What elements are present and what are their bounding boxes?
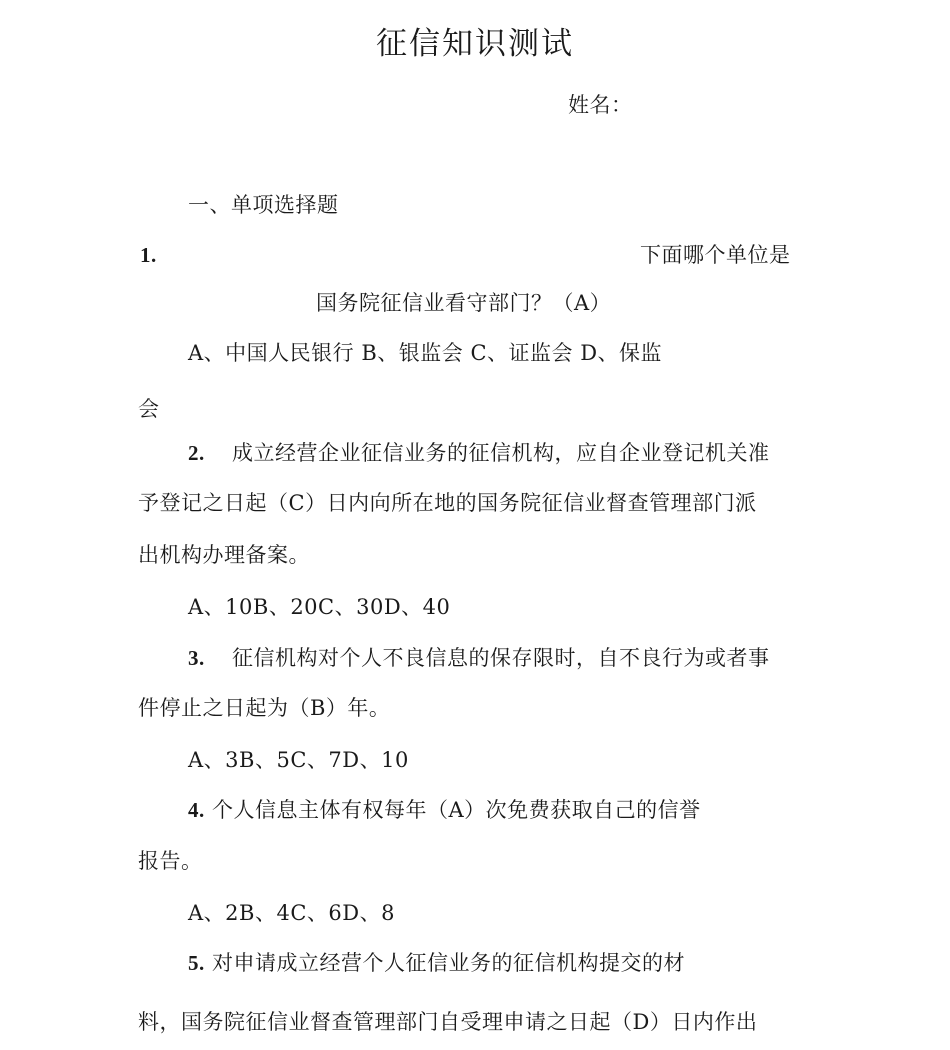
question-5-text-line-2: 料，国务院征信业督查管理部门自受理申请之日起（D）日内作出: [138, 1010, 758, 1034]
document-title: 征信知识测试: [376, 26, 574, 62]
name-label: 姓名：: [568, 93, 633, 117]
question-4-text-line-1: 个人信息主体有权每年（A）次免费获取自己的信誉: [212, 798, 701, 822]
question-1-options-line-1: A、中国人民银行 B、银监会 C、证监会 D、保监: [188, 341, 663, 365]
question-1-text-line-1: 下面哪个单位是: [640, 243, 791, 267]
question-2-number: 2.: [188, 441, 205, 465]
question-1-options-line-2: 会: [138, 397, 160, 421]
question-2-text-line-3: 出机构办理备案。: [138, 543, 310, 567]
question-1-text-line-2: 国务院征信业看守部门？（A）: [316, 291, 612, 315]
question-2-text-line-2: 予登记之日起（C）日内向所在地的国务院征信业督查管理部门派: [138, 491, 757, 515]
question-3-options: A、3B、5C、7D、10: [188, 748, 409, 772]
question-1-number: 1.: [140, 243, 157, 267]
question-4-number: 4.: [188, 798, 205, 822]
question-5-text-line-1: 对申请成立经营个人征信业务的征信机构提交的材: [212, 951, 685, 975]
question-3-number: 3.: [188, 646, 205, 670]
question-4-options: A、2B、4C、6D、8: [188, 901, 395, 925]
question-2-options: A、10B、20C、30D、40: [188, 595, 451, 619]
question-3-text-line-1: 征信机构对个人不良信息的保存限时，自不良行为或者事: [232, 646, 770, 670]
section-heading: 一、单项选择题: [188, 193, 339, 217]
question-3-text-line-2: 件停止之日起为（B）年。: [138, 696, 391, 720]
question-4-text-line-2: 报告。: [138, 849, 203, 873]
question-2-text-line-1: 成立经营企业征信业务的征信机构，应自企业登记机关准: [232, 441, 770, 465]
question-5-number: 5.: [188, 951, 205, 975]
